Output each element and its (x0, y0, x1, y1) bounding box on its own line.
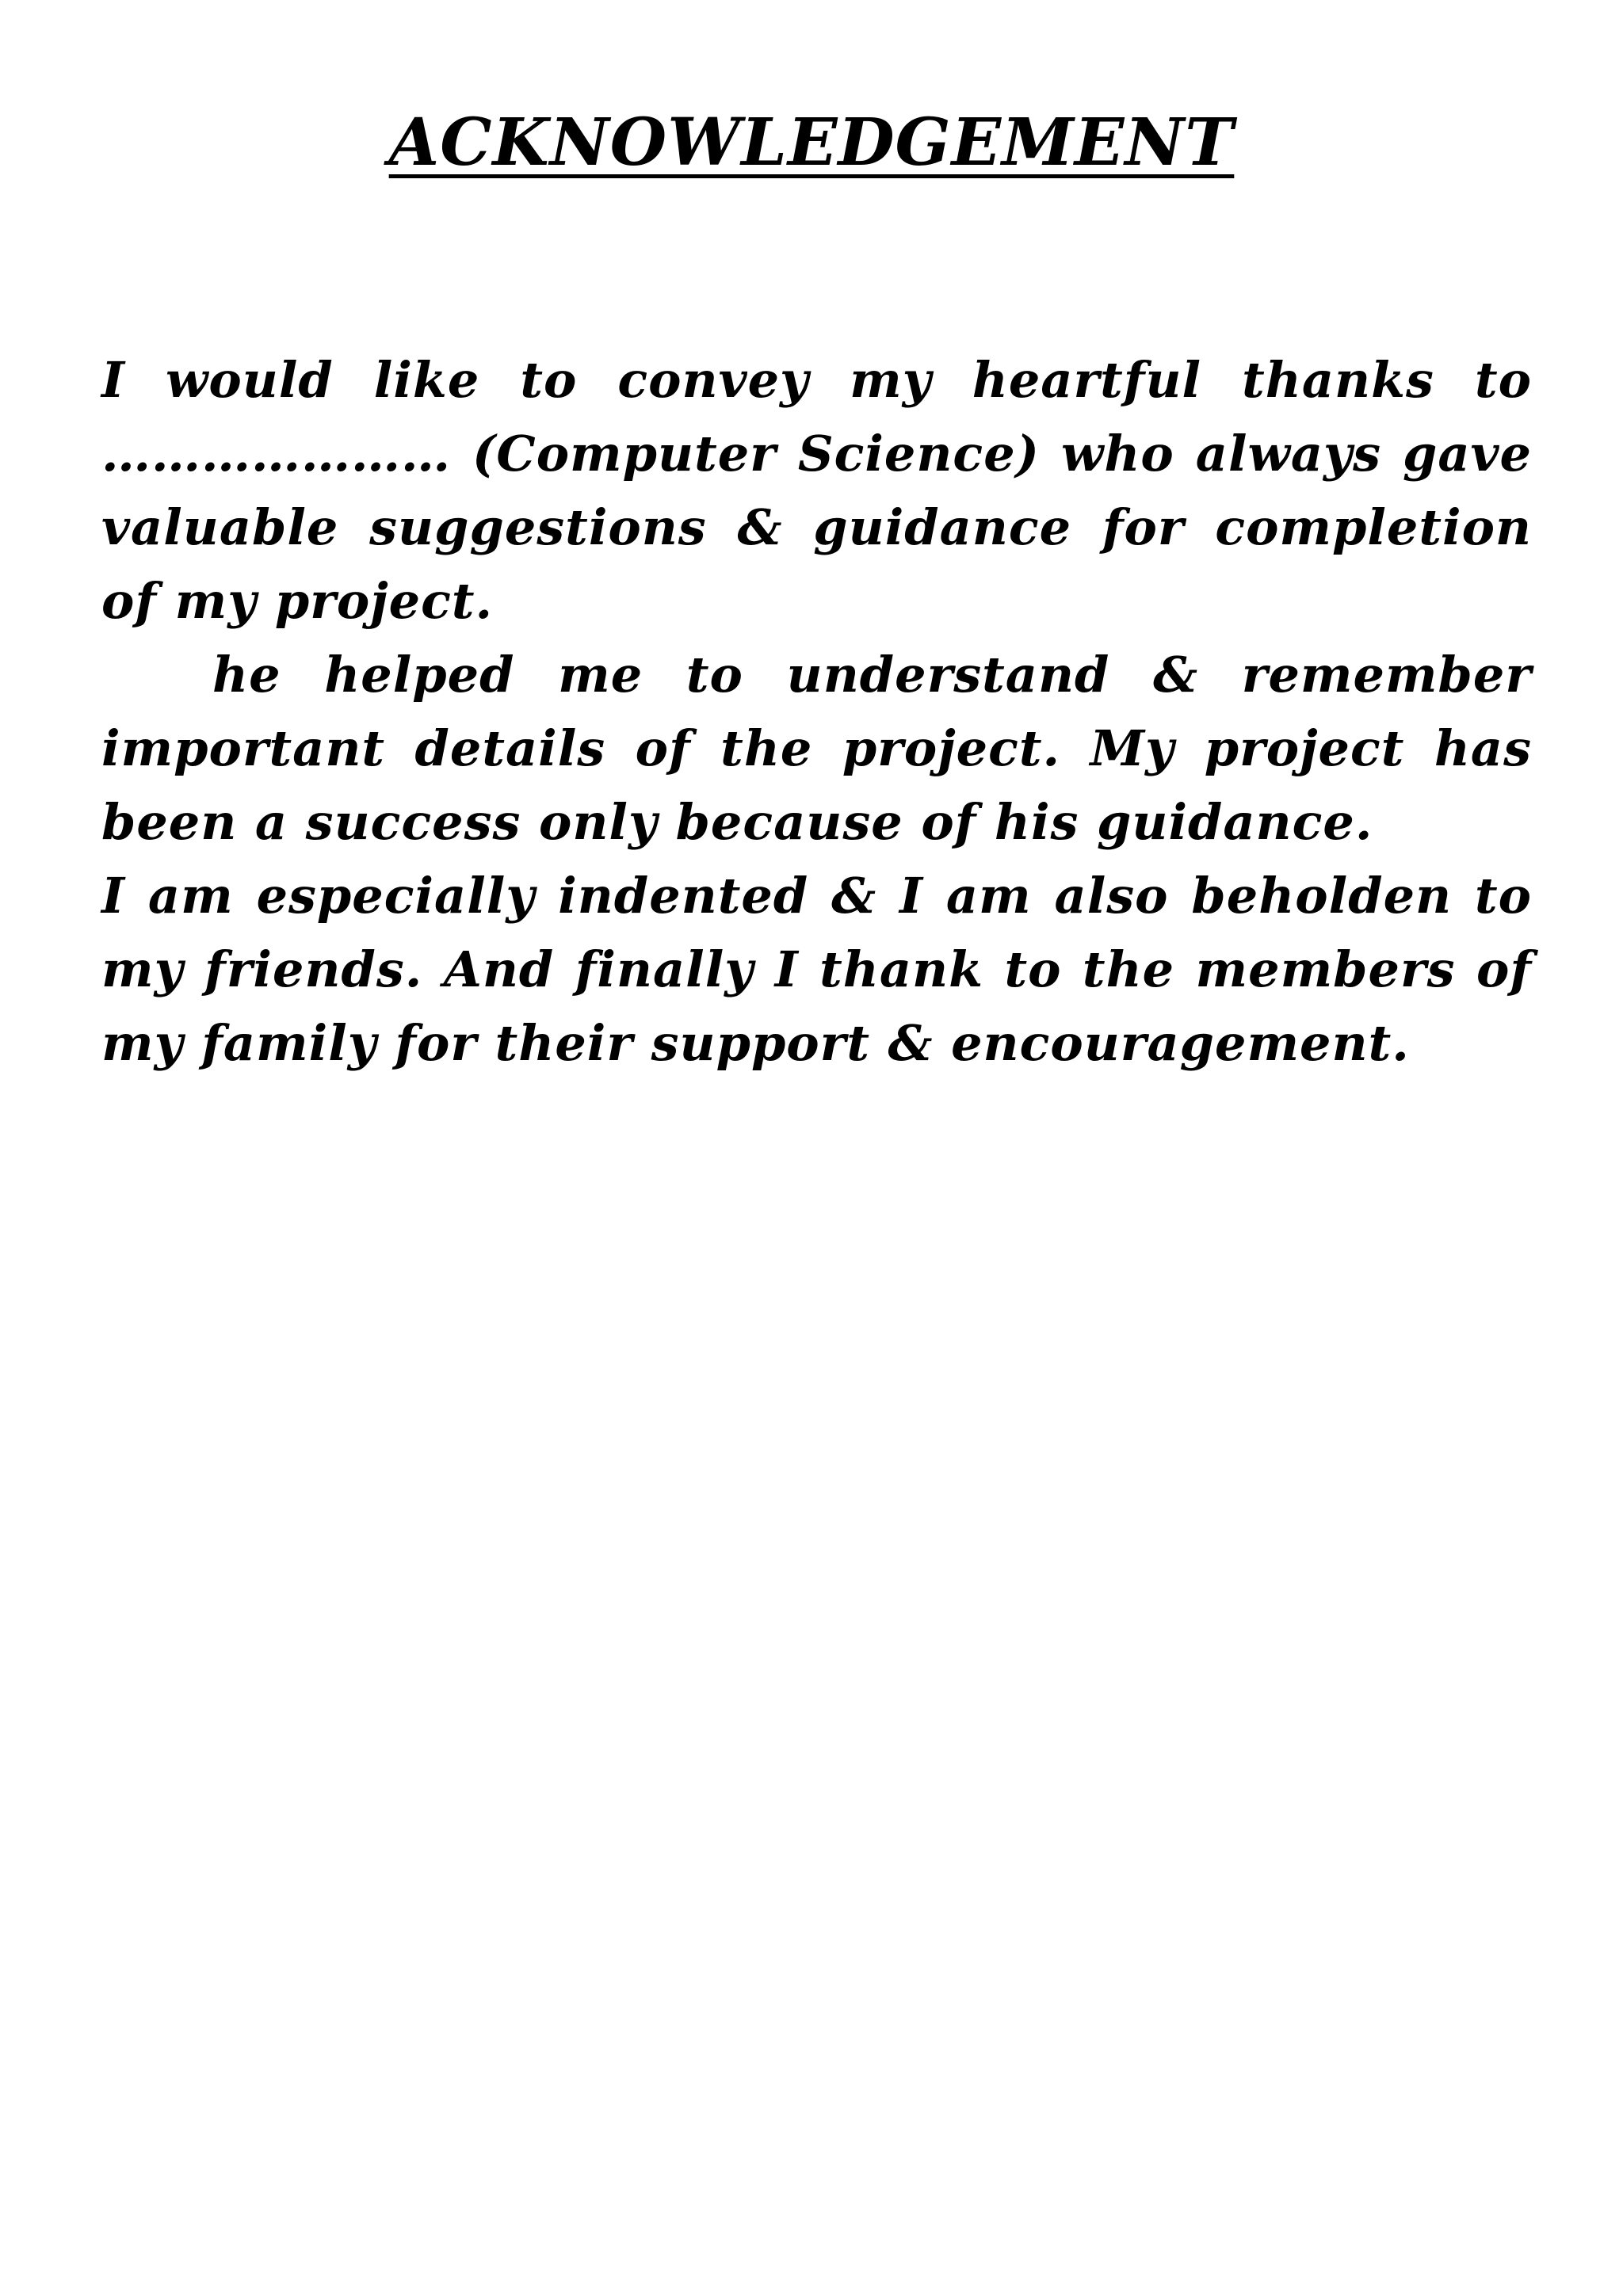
page-title (0, 95, 1623, 190)
paragraph-thanks: I would like to convey my heartful thanks to ………………… (Computer Science) who always gave valuable suggestions & guidance for completion of my project. (101, 351, 1532, 630)
paragraph-friends-family: I am especially indented & I am also beholden to my friends. And finally I thank to the members of my family for their support & encouragement. (101, 867, 1532, 1072)
paragraph-guidance: he helped me to understand & remember important details of the project. My project has been a success only because of his guidance. (101, 646, 1532, 851)
acknowledgement-body (101, 343, 1532, 1080)
page-title-text: ACKNOWLEDGEMENT (388, 105, 1235, 181)
